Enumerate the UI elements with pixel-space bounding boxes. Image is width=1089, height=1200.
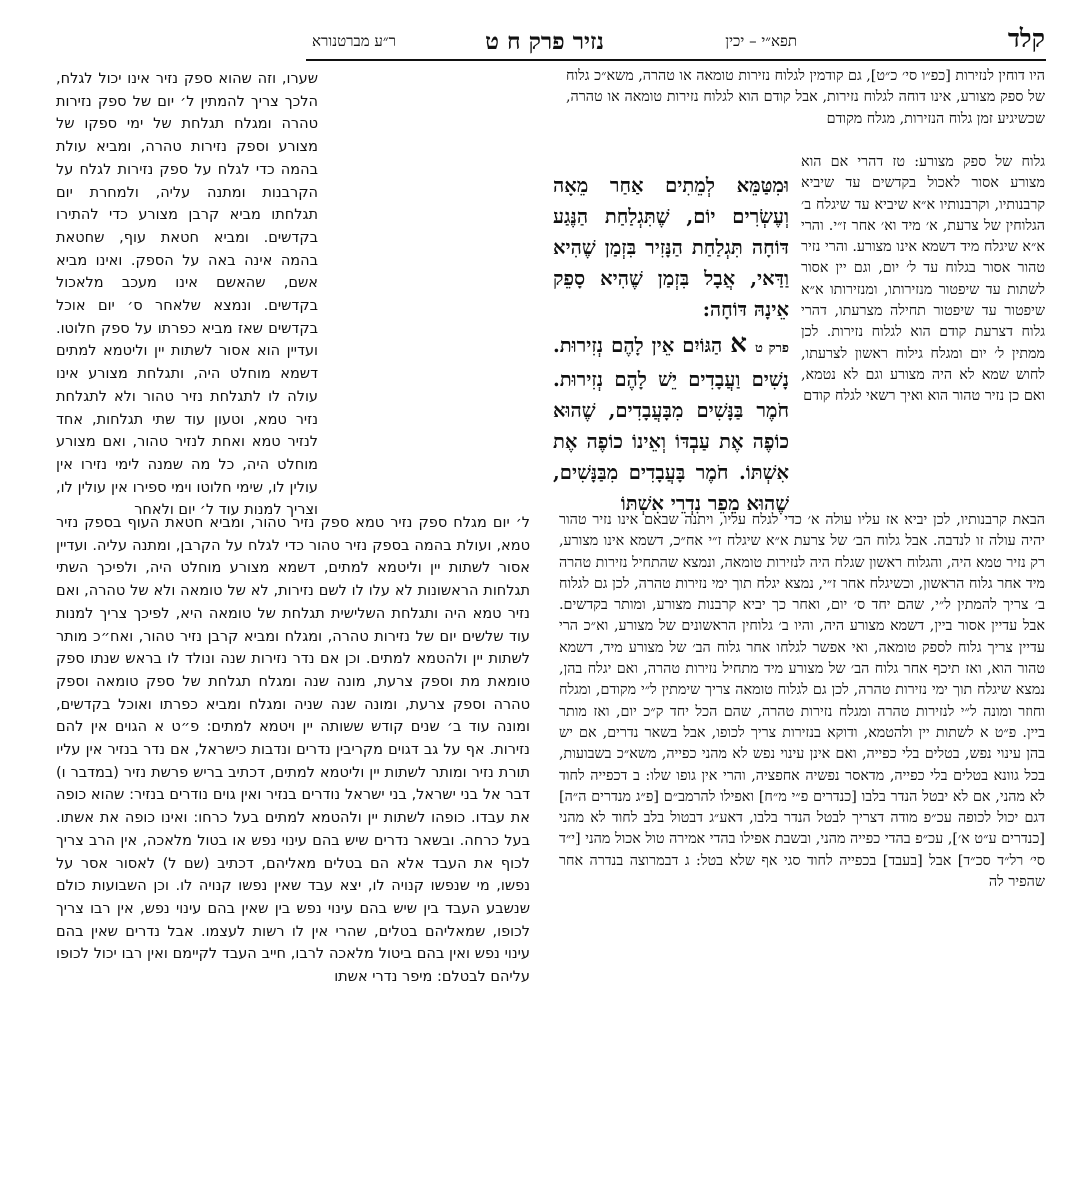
- tifa-bottom-block: [559, 510, 1045, 1170]
- page-number: קלד: [1007, 24, 1045, 53]
- mishnah-ch8-text: וּמִטַּמֵּא לְמֵתִים אַחַר מֵאָה וְעֶשְׂרִים יוֹם, שֶׁתִּגְלַחַת הַנֶּגַע דּוֹחָה תִּגְלַחַת הַנָּזִיר בִּזְמַן שֶׁהִיא וַדַּאי, אֲבָל בִּזְמַן שֶׁהִיא סָפֵק אֵינָהּ דּוֹחָה:: [553, 174, 789, 321]
- mishnah-letter: א: [730, 329, 747, 359]
- mishnah-ch9-text: הַגּוֹיִם אֵין לָהֶם נְזִירוּת. נָשִׁים וַעֲבָדִים יֵשׁ לָהֶם נְזִירוּת. חֹמֶר בַּנָּשִׁים מִבָּעֲבָדִים, שֶׁהוּא כוֹפֶה אֶת עַבְדּוֹ וְאֵינוֹ כוֹפֶה אֶת אִשְׁתּוֹ. חֹמֶר בָּעֲבָדִים מִבַּנָּשִׁים, שֶׁהוּא מֵפֵר נִדְרֵי אִשְׁתּוֹ: [553, 334, 789, 515]
- running-header: [0, 24, 1089, 56]
- tifa-top-block: [566, 66, 1045, 152]
- bartenura-bottom-text: ל׳ יום מגלח ספק נזיר טמא ספק נזיר טהור, ומביא חטאת העוף בספק נזיר טמא, ועולת בהמה בספק נזיר טהור כדי לגלח על הקרבן, ומתנה עליה. ועדיין אסור לשתות יין וליטמא למתים, דשמא מצורע מוחלט היה, ולפיכך השתי תגלחות הראשונות לא עלו לו לשם נזירות, לא של טומאה ולא של טהרה, ואם נזיר טמא היה ותגלחת השלישית תגלחת של טומאה היא, לפיכך צריך למנות עוד שלשים יום של נזירות טהרה, ומגלח ומביא קרבן נזיר טהור, ואח״כ מותר לשתות יין ולהטמא למתים. וכן אם נדר נזירות שנה ונולד לו בראש שנתו ספק טומאת מת וספק צרעת, מונה שנה ומגלח תגלחת של ספק טומאה וספק טהרה וספק צרעת, ומונה שנה שניה ומגלח ומביא כפרתו ואוכל בקדשים, ומונה עוד ב׳ שנים קודש ששותה יין ויטמא למתים: פ״ט א הגוים אין להם נזירות. אף על גב דגוים מקריבין נדרים ונדבות כישראל, אם נדר בנזיר אין עליו תורת נזיר ומותר לשתות יין וליטמא למתים, דכתיב בריש פרשת נזיר (במדבר ו) דבר אל בני ישראל, בני ישראל נודרים בנזיר ואין גוים נודרים בנזיר: שהוא כופה את עבדו. כופהו לשתות יין ולהטמא למתים בעל כרחו: ואינו כופה את אשתו. בעל כרחה. ובשאר נדרים שיש בהם עינוי נפש או בטול מלאכה, אין הרב צריך לכוף את העבד אלא הם בטלים מאליהם, דכתיב (שם ל) לאסור אסר על נפשו, מי שנפשו קנויה לו, יצא עבד שאין נפשו קנויה לו. וכן השבועות כולם שנשבע העבד בין שיש בהם עינוי נפש בין שאין בהם עינוי נפש, אין רבו צריך לכופו, שמאליהם בטלים, שהרי אין לו רשות לעצמו. אבל נדרים שאין בהם עינוי נפש ואין בהם ביטול מלאכה לרבו, חייב העבד לקיימם ואין רבו יכול לכופו עליהם לבטלם: מיפר נדרי אשתו: [56, 515, 530, 986]
- bartenura-bottom-block: [56, 512, 530, 1170]
- tifa-narrow-text: גלוח של ספק מצורע: טז דהרי אם הוא מצורע אסור לאכול בקדשים עד שיביא קרבנותיו, וקרבנותיו א״א שיביא עד שיגלח ב׳ הגלוחין של צרעת, א׳ מיד וא׳ אחר ז״י. והרי א״א שיגלח מיד דשמא אינו מצורע. והרי נזיר טהור אסור בגלוח עד ל׳ יום, וגם יין אסור לשתות עד שיפטור מנזירותו, ומנזירותו א״א שיפטור עד שיפטור תחילה מצרעתו, דהרי גלוח דצרעת קודם הוא לגלוח נזירות. לכן ממתין ל׳ יום ומגלח גילוח ראשון לצרעתו, לחוש שמא לא היה מצורע וגם לא נטמא, ואם כן נזיר טהור הוא ואיך רשאי לגלח קודם: [801, 154, 1045, 405]
- tifa-top-text: היו דוחין לנזירות [כפ״ו סי׳ כ״ט], גם קודמין לגלוח נזירות טומאה או טהרה, משא״כ גלוח של ספק מצורע, אינו דוחה לגלוח נזירות, אבל קודם הוא לגלוח נזירות טומאה או טהרה, שכשיגיע זמן גלוח הנזירות, מגלח מקודם: [566, 68, 1045, 127]
- header-rule: [306, 59, 1046, 61]
- bartenura-header-label: ר״ע מברטנורא: [312, 32, 396, 50]
- tifa-bottom-text: הבאת קרבנותיו, לכן יביא אז עליו עולה א׳ כדי לגלח עליו, ויתנה שבאם אינו נזיר טהור יהיה עולה זו לנדבה. אבל גלוח הב׳ של צרעת א״א שיגלח ז״י אח״כ, דשמא אינו מצורע, רק נזיר טמא היה, והגלוח ראשון שגלח היה לנזירות טומאה, ונמצא שהתחיל נזירות טהרה מיד אחר גלוח הראשון, וכשיגלח אחר ז״י, נמצא יגלח תוך ימי נזירות טהרה, לכן גם לגלוח ב׳ צריך להמתין ל״י, שהם יחד ס׳ יום, ואחר כך יביא קרבנות מצורע, ומותר בקדשים. אבל עדיין אסור ביין, דשמא מצורע היה, והיו ב׳ גלוחין הראשונים של מצורע, וא״כ הרי עדיין צריך גלוח לספק טומאה, ואי אפשר לגלחו אחר גלוח הב׳ של מצורע מיד, דשמא טהור הוא, ואז תיכף אחר גלוח הב׳ של מצורע מיד מתחיל נזירות טהרה, ואם יגלח בהן, נמצא שיגלח תוך ימי נזירות טהרה, לכן גם לגלוח טומאה צריך שימתין ל״י מקודם, ומגלח וחוזר ומונה ל״י לנזירות טהרה ומגלח נזירות טהרה, שהם הכל יחד ק״כ יום, ואז מותר ביין. פ״ט א לשתות יין ולהטמא, ודוקא בנזירות צריך לכופו, אבל בשאר נדרים, אם יש בהן עינוי נפש, בטלים בלי כפייה, ואם אינן עינוי נפש לא מהני כפייה, משא״כ בשבועות, בכל גוונא בטלים בלי כפייה, מדאסר נפשיה אחפציה, והרי אין גופו שלו: ב דכפייה לחוד לא מהני, אם לא יבטל הנדר בלבו [כנדרים פ״י מ״ח] ואפילו להרמב״ם [פ״ג מנדרים ה״ה] דגם יכול לכופה עכ״פ מודה דצריך לבטל הנדר בלבו, דאע״ג דבטול בלב לחוד לא מהני [כנדרים ע״ט א׳], עכ״פ בהדי כפייה מהני, ובשבת אפילו בהדי אמירה טול אכול מהני [י״ד סי׳ רל״ד סכ״ד] אבל [בעבד] בכפייה לחוד סגי אף שלא בטל: ג דבמרוצה בנדרה אחר שהפיר לה: [559, 512, 1045, 891]
- mishnah-block: [553, 170, 789, 515]
- mishnah-ch9: [553, 329, 789, 519]
- tifa-header-label: תפא״י – יכין: [725, 32, 797, 50]
- chapter-label: פרק ט: [754, 341, 789, 356]
- bartenura-top-block: [56, 68, 318, 519]
- tractate-title: נזיר פרק ח ט: [485, 28, 604, 55]
- bartenura-top-text: שערו, וזה שהוא ספק נזיר אינו יכול לגלח, הלכך צריך להמתין ל׳ יום של ספק נזירות טהרה ומגלח תגלחת של ימי ספקו של מצורע וספק נזירות טהרה, ומביא עולת בהמה כדי לגלח על ספק נזירות לגלח על הקרבנות ומתנה עליה, ולמחרת יום תגלחתו מביא קרבן מצורע כדי להתירו בקדשים. ומביא חטאת עוף, שחטאת בהמה אינה באה על הספק. ואינו מביא אשם, שהאשם אינו מעכב מלאכול בקדשים. ונמצא שלאחר ס׳ יום אוכל בקדשים שאז מביא כפרתו על ספק חלוטו. ועדיין הוא אסור לשתות יין וליטמא למתים דשמא מוחלט היה, ותגלחת מצורע אינו עולה לו לתגלחת נזיר טהור ולא לתגלחת נזיר טמא, וטעון עוד שתי תגלחות, אחד לנזיר טמא ואחת לנזיר טהור, ואם מצורע מוחלט היה, כל מה שמנה לימי נזירו אין עולין לו, שימי חלוטו וימי ספירו אין עולין לו, וצריך למנות עוד ל׳ יום ולאחר: [56, 71, 318, 519]
- tifa-narrow-block: [801, 152, 1045, 506]
